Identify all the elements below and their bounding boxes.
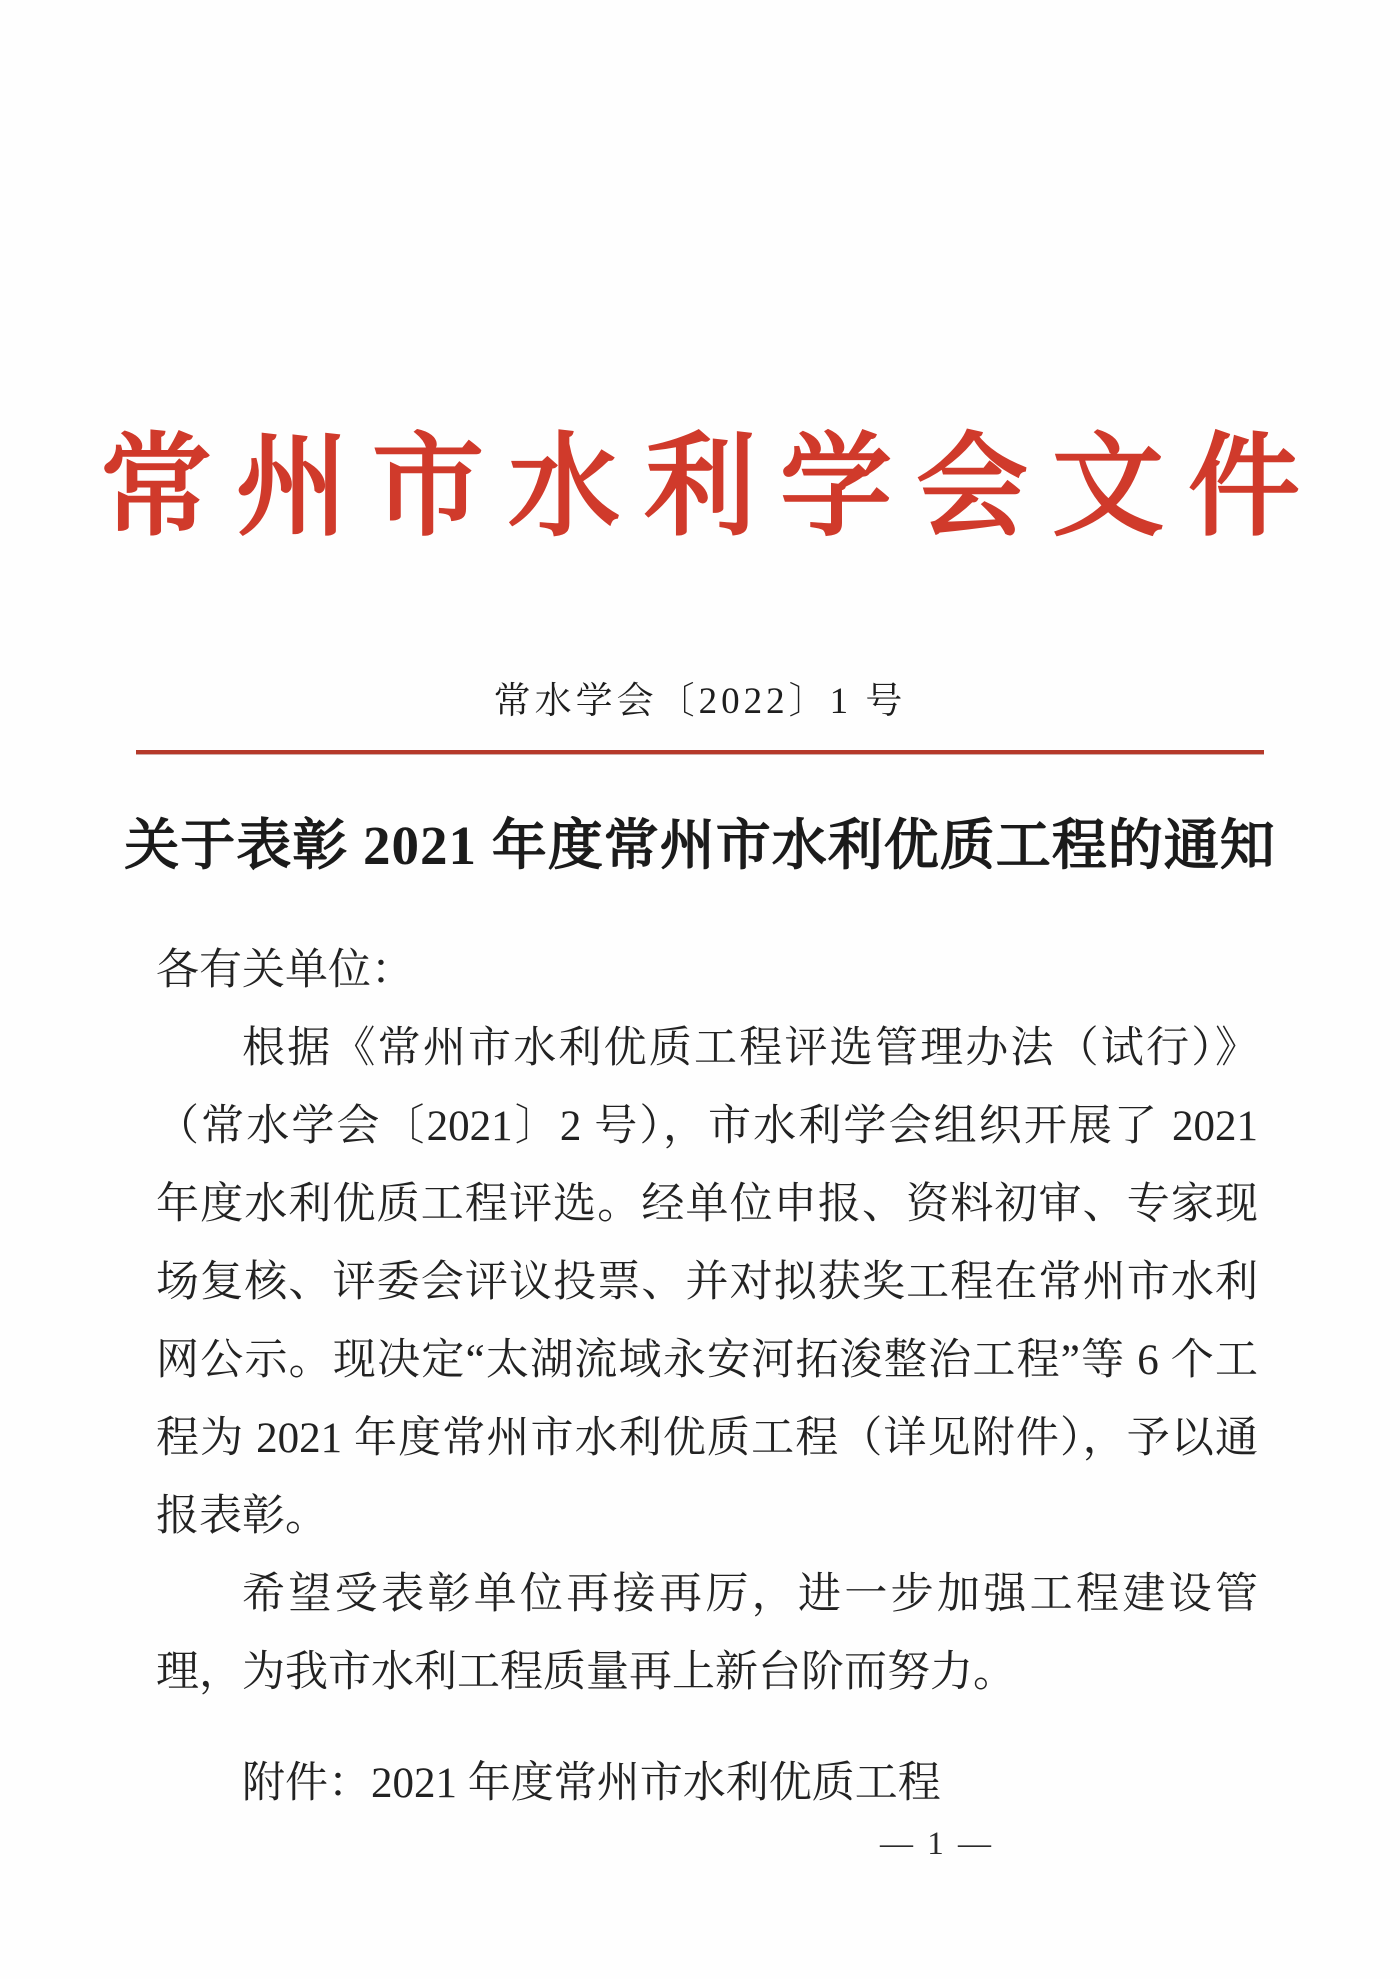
red-divider-line (136, 750, 1264, 754)
body-paragraph: 根据《常州市水利优质工程评选管理办法（试行）》（常水学会〔2021〕2 号），市水利学会组织开展了 2021 年度水利优质工程评选。经单位申报、资料初审、专家现场复核、评委会评议投票、并对拟获奖工程在常州市水利网公示。现决定“太湖流域永安河拓浚整治工程”等 6 个工程为 2021 年度常州市水利优质工程（详见附件），予以通报表彰。 (156, 1025, 1258, 1540)
document-number: 常水学会〔2022〕1 号 (493, 681, 907, 722)
salutation-line: 各有关单位： (156, 947, 414, 994)
red-header-org-title: 常州市水利学会文件 (100, 426, 1324, 550)
attachment-reference-line: 附件：2021 年度常州市水利优质工程 (242, 1760, 941, 1807)
notice-body (156, 932, 1258, 1823)
notice-title: 关于表彰 2021 年度常州市水利优质工程的通知 (124, 815, 1276, 876)
body-paragraph: 希望受表彰单位再接再厉，进一步加强工程建设管理，为我市水利工程质量再上新台阶而努力。 (156, 1571, 1258, 1696)
page-number: — 1 — (880, 1826, 994, 1862)
